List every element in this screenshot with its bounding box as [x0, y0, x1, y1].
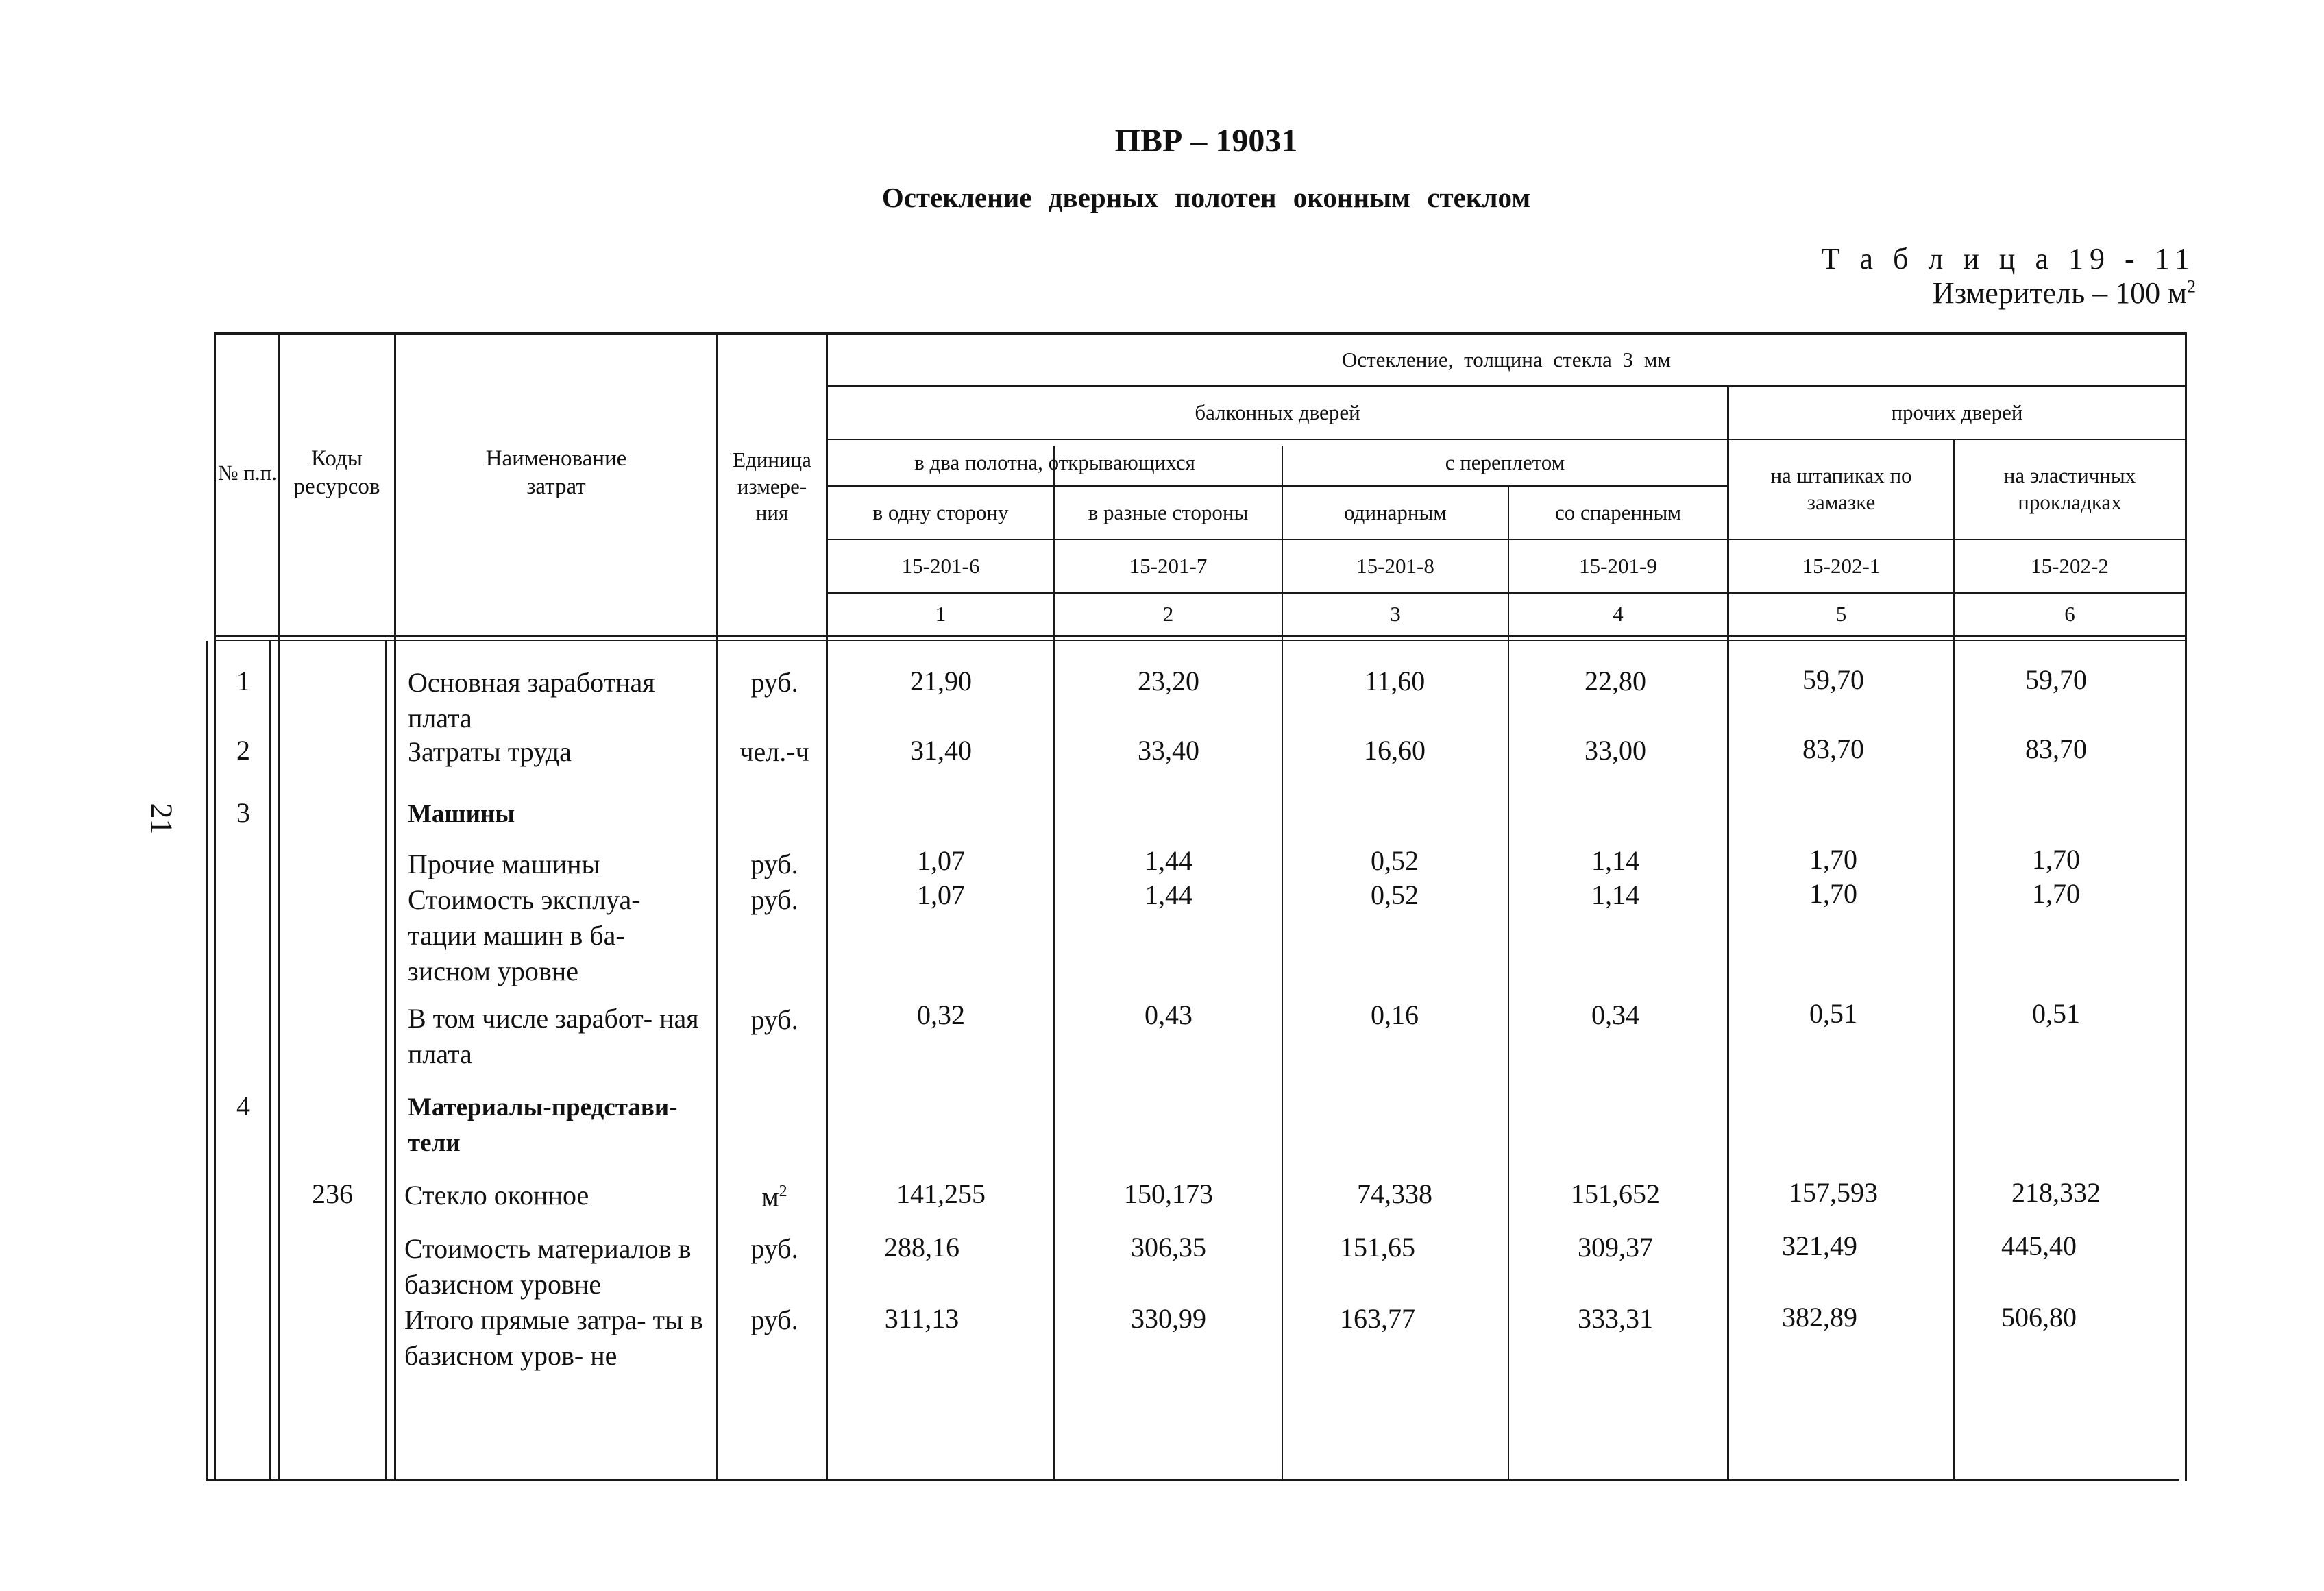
header-on-putty: на штапиках по замазке	[1770, 463, 1912, 514]
value-cell: 31,40	[910, 735, 972, 766]
header-col-codes: Коды ресурсов	[293, 446, 380, 499]
value-cell: 0,34	[1591, 999, 1639, 1030]
value-cell: 333,31	[1578, 1303, 1653, 1334]
row-name: Прочие машины	[408, 849, 600, 879]
value-cell: 163,77	[1340, 1303, 1415, 1334]
header-with-frame: с переплетом	[1445, 450, 1565, 474]
header-group-balcony: балконных дверей	[1195, 400, 1360, 424]
row-number: 1	[236, 666, 250, 696]
value-cell: 0,51	[1809, 998, 1857, 1029]
value-cell: 0,32	[917, 999, 965, 1030]
row-unit: руб.	[750, 1233, 798, 1264]
value-cell: 157,593	[1789, 1177, 1878, 1208]
value-cell: 16,60	[1364, 735, 1426, 766]
value-cell: 0,51	[2032, 998, 2080, 1029]
value-cell: 311,13	[884, 1303, 959, 1334]
header-two-leaf: в два полотна, открывающихся	[914, 450, 1195, 474]
value-cell: 309,37	[1578, 1232, 1653, 1263]
row-name: Затраты труда	[408, 736, 572, 767]
resource-code: 236	[312, 1178, 353, 1209]
row-number: 2	[236, 735, 250, 766]
row-name: Стоимость материалов в базисном уровне	[404, 1233, 692, 1300]
row-unit	[726, 1174, 822, 1215]
value-cell: 74,338	[1357, 1178, 1432, 1209]
section-heading: Машины	[408, 800, 515, 828]
row-unit: руб.	[750, 884, 798, 915]
measurement-unit	[1933, 276, 2196, 311]
row-number: 4	[236, 1091, 250, 1121]
section-heading: Материалы-представи- тели	[408, 1093, 678, 1157]
column-number: 1	[935, 601, 946, 626]
header-group-top: Остекление, толщина стекла 3 мм	[1341, 347, 1672, 372]
value-cell: 151,652	[1571, 1178, 1660, 1209]
row-name: Основная заработная плата	[408, 667, 655, 733]
header-group-other: прочих дверей	[1891, 400, 2023, 424]
row-name: В том числе заработ- ная плата	[408, 1003, 699, 1069]
row-unit: руб.	[750, 667, 798, 698]
value-cell: 1,07	[917, 879, 965, 910]
table-number: Т а б л и ц а 19 - 11	[1821, 242, 2196, 276]
value-cell: 1,14	[1591, 879, 1639, 910]
value-cell: 306,35	[1131, 1232, 1206, 1263]
column-number: 3	[1390, 601, 1401, 626]
code-cell: 15-201-6	[901, 553, 980, 578]
value-cell: 445,40	[2001, 1230, 2077, 1261]
value-cell: 506,80	[2001, 1302, 2077, 1333]
value-cell: 23,20	[1138, 666, 1199, 696]
row-number: 3	[236, 797, 250, 828]
value-cell: 1,70	[2032, 878, 2080, 909]
row-unit: руб.	[750, 1004, 798, 1035]
value-cell: 1,70	[1809, 844, 1857, 875]
row-unit: руб.	[750, 1304, 798, 1335]
header-one-side: в одну сторону	[872, 500, 1009, 524]
column-number: 6	[2064, 601, 2075, 626]
code-cell: 15-201-9	[1579, 553, 1657, 578]
row-name: Стекло оконное	[404, 1180, 589, 1211]
value-cell: 33,40	[1138, 735, 1199, 766]
column-number: 2	[1162, 601, 1174, 626]
value-cell: 1,44	[1145, 879, 1192, 910]
header-col-number: № п.п.	[217, 460, 277, 485]
value-cell: 21,90	[910, 666, 972, 696]
row-unit: руб.	[750, 849, 798, 879]
value-cell: 83,70	[1802, 733, 1864, 764]
row-unit: чел.-ч	[739, 736, 809, 767]
value-cell: 288,16	[884, 1232, 959, 1263]
code-cell: 15-202-1	[1802, 553, 1881, 578]
value-cell: 382,89	[1782, 1302, 1857, 1333]
code-cell: 15-201-7	[1129, 553, 1208, 578]
document-title: ПВР – 19031	[1114, 123, 1298, 159]
value-cell: 0,16	[1371, 999, 1419, 1030]
header-paired: со спаренным	[1554, 500, 1681, 524]
value-cell: 151,65	[1340, 1232, 1415, 1263]
value-cell: 330,99	[1131, 1303, 1206, 1334]
header-col-name: Наименование затрат	[485, 446, 627, 499]
value-cell: 59,70	[2025, 664, 2087, 695]
value-cell: 22,80	[1585, 666, 1646, 696]
value-cell: 1,44	[1145, 845, 1192, 876]
meter-label: Измеритель – 100 м	[1932, 276, 2187, 310]
code-cell: 15-201-8	[1356, 553, 1434, 578]
row-name: Итого прямые затра- ты в базисном уров- не	[404, 1304, 703, 1371]
code-cell: 15-202-2	[2031, 553, 2109, 578]
value-cell: 0,43	[1145, 999, 1192, 1030]
header-col-unit: Единица измере- ния	[733, 447, 811, 525]
value-cell: 59,70	[1802, 664, 1864, 695]
value-cell: 83,70	[2025, 733, 2087, 764]
value-cell: 1,14	[1591, 845, 1639, 876]
unit-text: м	[761, 1181, 779, 1213]
header-on-elastic: на эластичных прокладках	[2003, 463, 2136, 514]
value-cell: 0,52	[1371, 879, 1419, 910]
value-cell: 218,332	[2011, 1177, 2101, 1208]
value-cell: 1,70	[2032, 844, 2080, 875]
meter-superscript: 2	[2187, 276, 2196, 297]
value-cell: 33,00	[1585, 735, 1646, 766]
column-number: 5	[1835, 601, 1847, 626]
value-cell: 1,70	[1809, 878, 1857, 909]
value-cell: 11,60	[1364, 666, 1426, 696]
value-cell: 150,173	[1124, 1178, 1213, 1209]
value-cell: 141,255	[896, 1178, 986, 1209]
value-cell: 1,07	[917, 845, 965, 876]
row-name: Стоимость эксплуа- тации машин в ба- зисном уровне	[408, 884, 641, 986]
document-subtitle: Остекление дверных полотен оконным стеклом	[881, 182, 1531, 213]
value-cell: 0,52	[1371, 845, 1419, 876]
page-number: 21	[144, 803, 180, 835]
value-cell: 321,49	[1782, 1230, 1857, 1261]
header-different-sides: в разные стороны	[1088, 500, 1249, 524]
header-single: одинарным	[1344, 500, 1447, 524]
unit-superscript: 2	[779, 1182, 787, 1200]
column-number: 4	[1613, 601, 1624, 626]
